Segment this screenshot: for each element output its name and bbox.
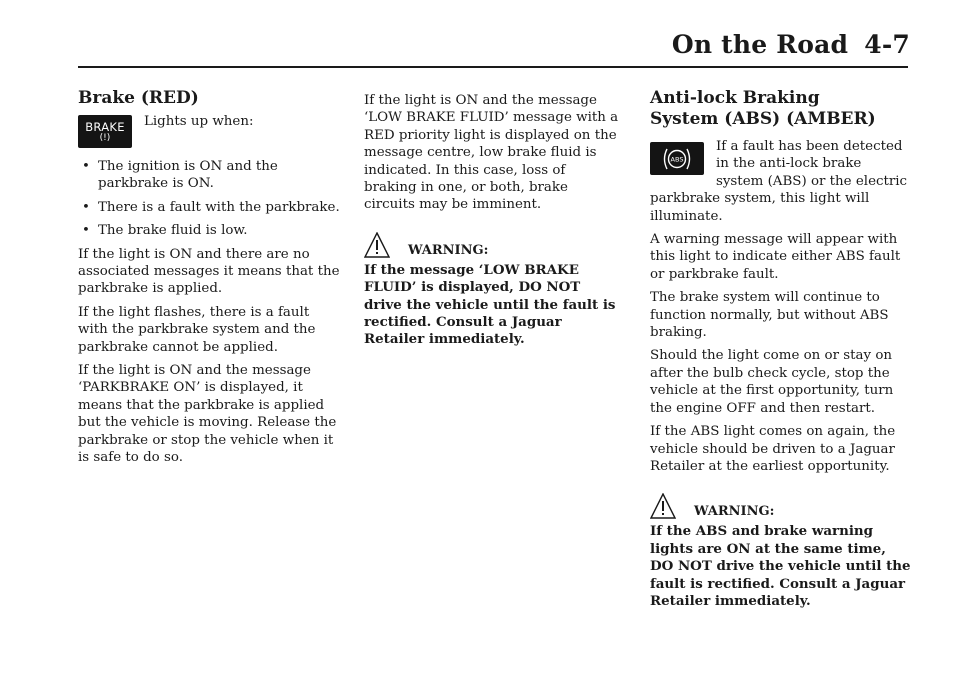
brake-warning-block bbox=[364, 232, 622, 349]
brake-heading: Brake (RED) bbox=[78, 88, 199, 108]
list-item: • There is a fault with the parkbrake. bbox=[78, 199, 343, 216]
brake-icon-symbol: (!) bbox=[99, 132, 111, 143]
warning-text: If the ABS and brake warning lights are ON at the same time, DO NOT drive the vehicle until the fault is rectified. Consult a Jaguar Retailer immediately. bbox=[650, 523, 911, 609]
column-middle bbox=[364, 92, 622, 349]
abs-warning-block bbox=[650, 493, 912, 610]
list-item: • The brake fluid is low. bbox=[78, 222, 343, 239]
abs-paragraph: The brake system will continue to function normally, but without ABS braking. bbox=[650, 290, 889, 341]
column-left bbox=[78, 88, 343, 473]
brake-paragraph: If the light is ON and there are no associated messages it means that the parkbrake is applied. bbox=[78, 246, 340, 297]
chapter-title: On the Road bbox=[671, 30, 849, 59]
brake-warning-icon bbox=[78, 115, 132, 148]
abs-heading bbox=[650, 88, 912, 130]
brake-bullet-list bbox=[78, 158, 343, 240]
abs-heading-line1: Anti-lock Braking bbox=[650, 88, 820, 108]
warning-label: WARNING: bbox=[694, 504, 775, 520]
warning-text: If the message ‘LOW BRAKE FLUID’ is displayed, DO NOT drive the vehicle until the fault is rectified. Consult a Jaguar Retailer immediately. bbox=[364, 261, 616, 348]
abs-symbol-graphic bbox=[661, 146, 693, 172]
warning-triangle-icon bbox=[364, 232, 390, 258]
page-header bbox=[672, 30, 910, 59]
abs-icon-text: ABS bbox=[670, 155, 684, 163]
brake-paragraph: If the light flashes, there is a fault with the parkbrake system and the parkbrake cannot be applied. bbox=[78, 304, 316, 355]
abs-intro: If a fault has been detected in the anti-lock brake system (ABS) or the electric parkbrake system, this light will illuminate. bbox=[650, 139, 908, 224]
abs-paragraph: Should the light come on or stay on after the bulb check cycle, stop the vehicle at the first opportunity, turn the engine OFF and then restart. bbox=[650, 348, 894, 416]
warning-label: WARNING: bbox=[408, 242, 489, 258]
page-number: 4-7 bbox=[864, 30, 910, 59]
warning-header bbox=[650, 493, 912, 519]
column-right bbox=[650, 88, 912, 610]
brake-icon-text: BRAKE bbox=[85, 119, 125, 134]
brake-paragraph: If the light is ON and the message ‘PARKBRAKE ON’ is displayed, it means that the parkbrake is applied but the vehicle is moving. Release the parkbrake or stop the vehicle when it is safe to do so. bbox=[78, 363, 337, 466]
warning-triangle-icon bbox=[650, 493, 676, 519]
abs-warning-icon bbox=[650, 142, 704, 175]
abs-intro-block bbox=[650, 138, 912, 225]
abs-paragraph: If the ABS light comes on again, the vehicle should be driven to a Jaguar Retailer at the earliest opportunity. bbox=[650, 424, 896, 474]
abs-heading-line2: System (ABS) (AMBER) bbox=[650, 109, 876, 129]
header-rule bbox=[78, 66, 908, 68]
warning-header bbox=[364, 232, 622, 258]
brake-fluid-paragraph: If the light is ON and the message ‘LOW BRAKE FLUID’ message with a RED priority light is displayed on the message centre, low brake fluid is indicated. In this case, loss of braking in one, or both, brake circuits may be imminent. bbox=[364, 93, 619, 213]
brake-icon-row bbox=[78, 113, 343, 148]
abs-paragraph: A warning message will appear with this light to indicate either ABS fault or parkbrake fault. bbox=[650, 232, 901, 282]
list-item: • The ignition is ON and the parkbrake is ON. bbox=[78, 158, 343, 193]
brake-intro: Lights up when: bbox=[144, 114, 254, 129]
